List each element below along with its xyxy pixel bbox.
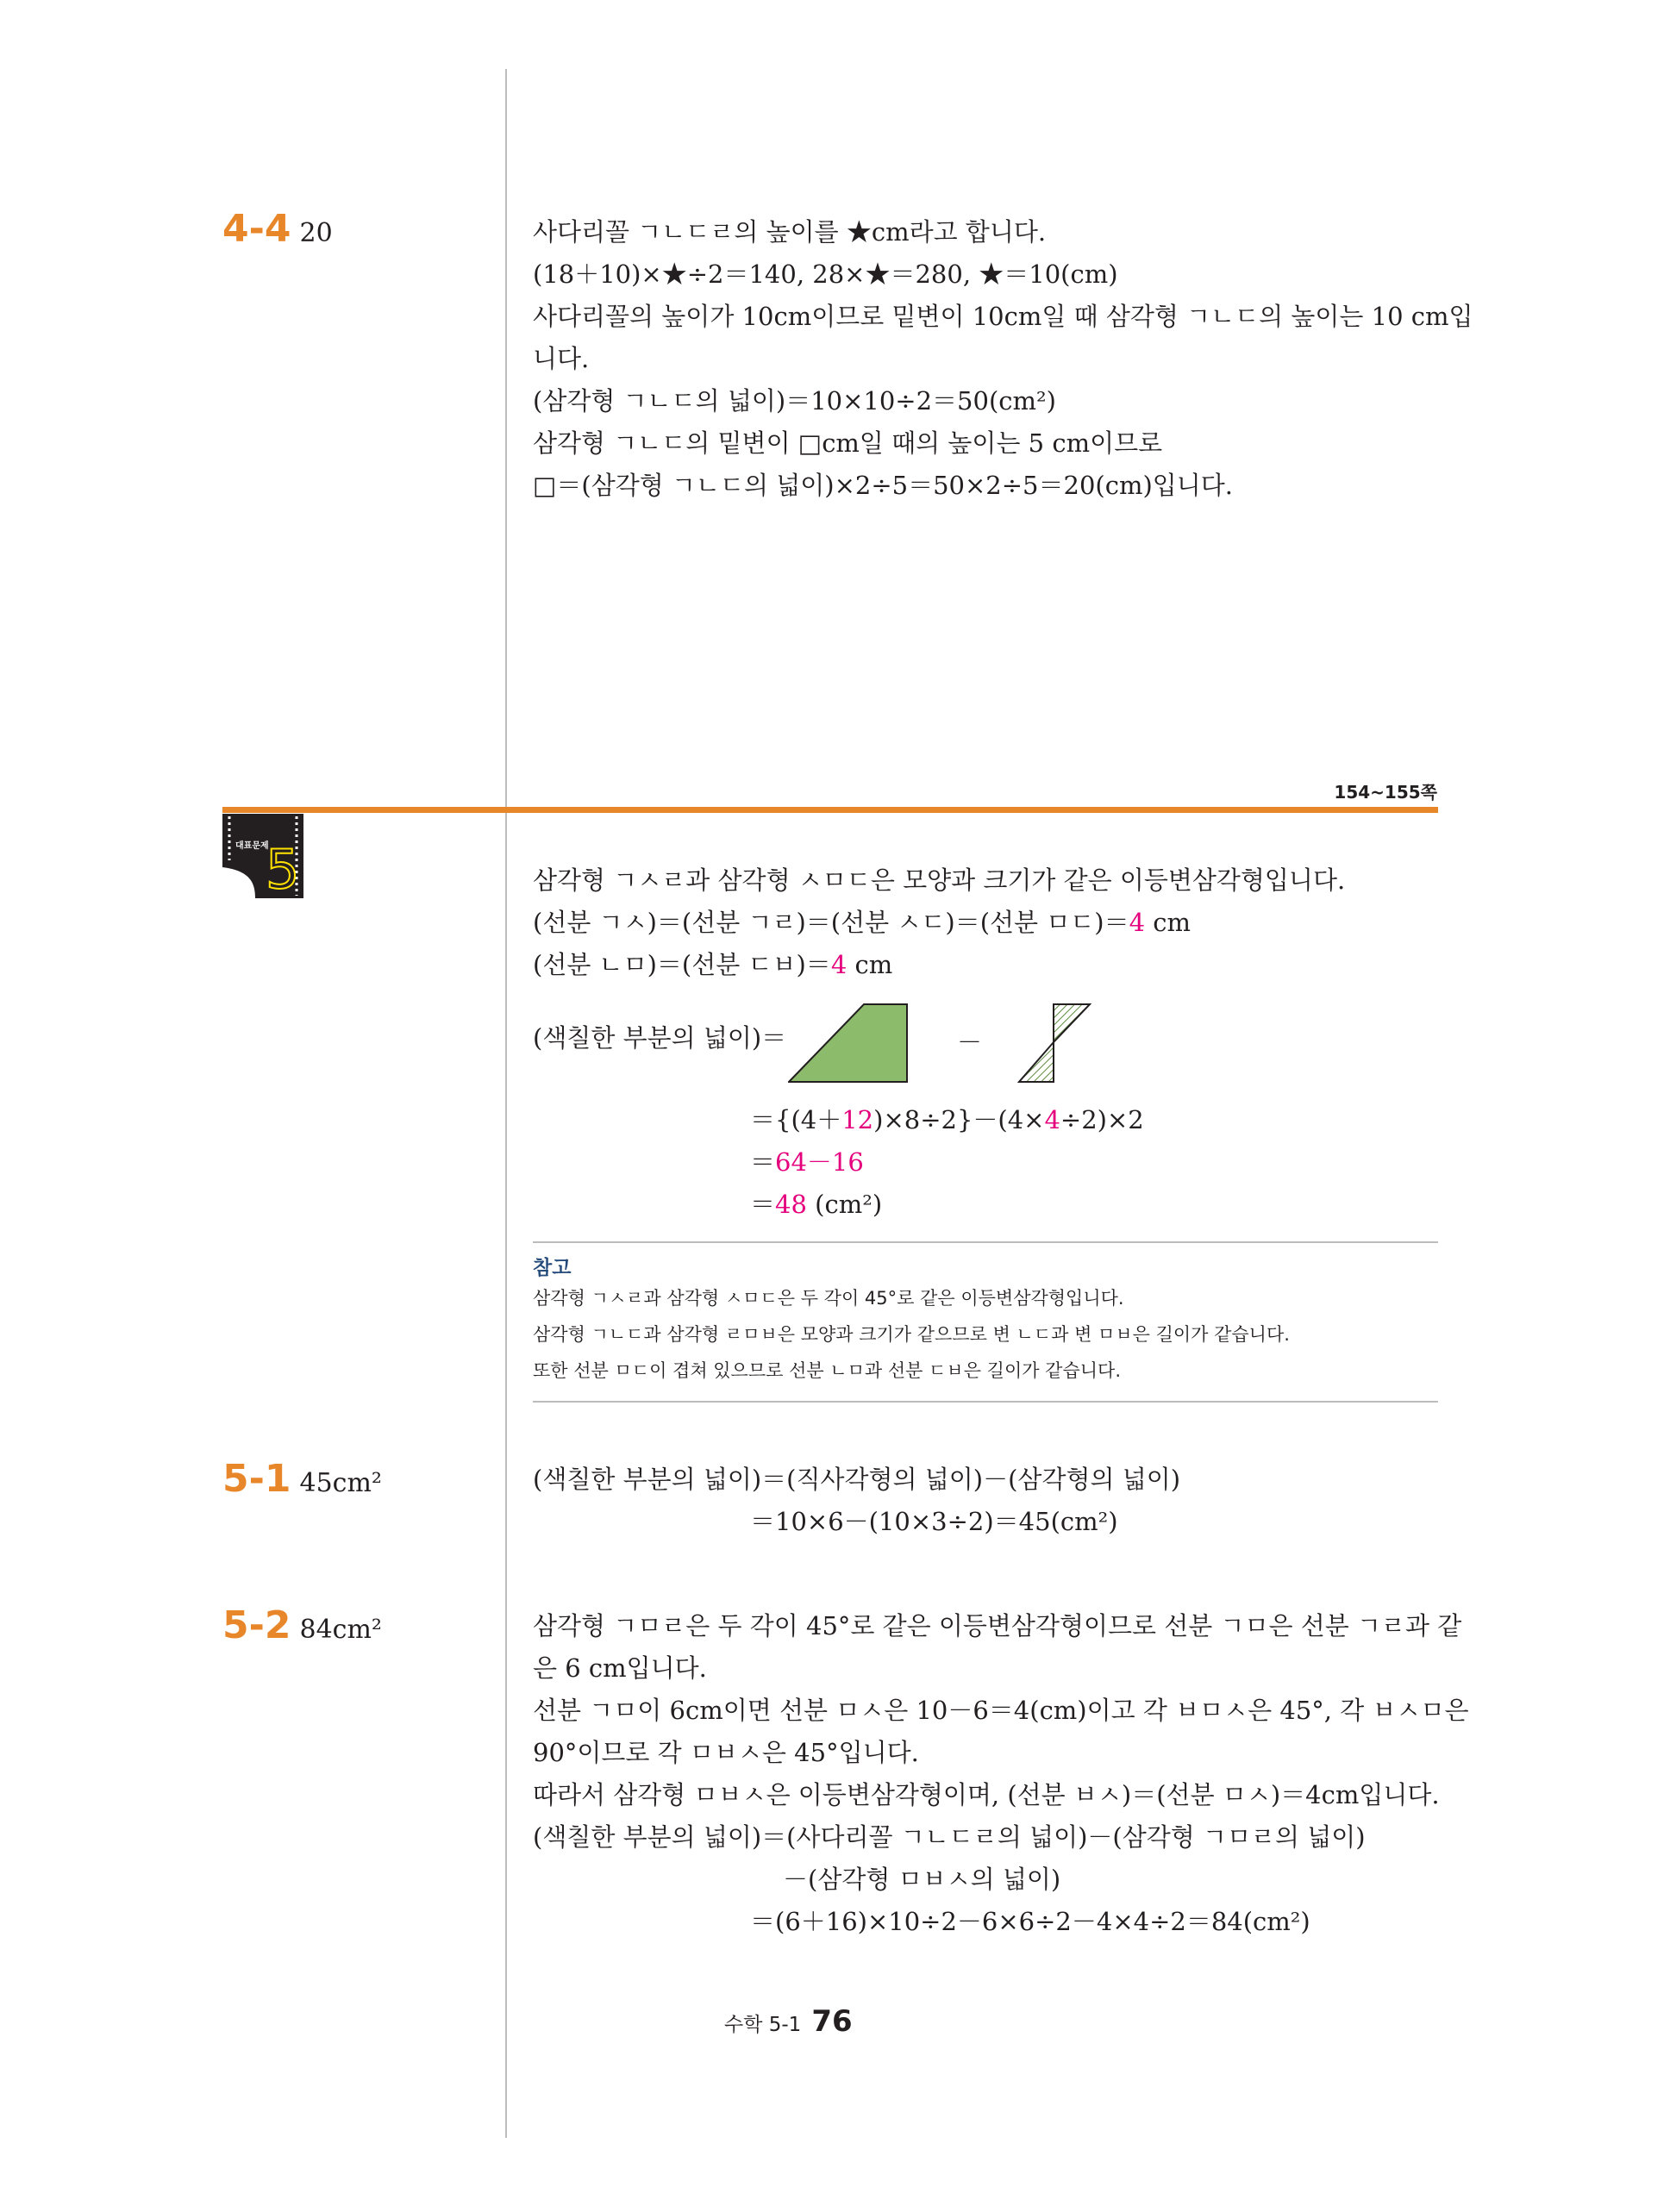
note-bottom-rule	[533, 1401, 1438, 1403]
solution-4-4	[533, 211, 1473, 507]
answer-value: 84cm²	[299, 1615, 382, 1645]
center-divider	[505, 69, 507, 2138]
text-segment: ＝	[750, 1190, 776, 1219]
badge-number: 5	[266, 838, 300, 898]
hatched-triangles-figure	[1017, 1003, 1091, 1084]
answer-label-5-1	[222, 1457, 382, 1501]
note-title: 참고	[533, 1257, 572, 1279]
highlight-value: 4	[830, 950, 848, 979]
problem-number: 5-1	[222, 1457, 291, 1501]
note-line: 삼각형 ㄱㄴㄷ과 삼각형 ㄹㅁㅂ은 모양과 크기가 같으므로 변 ㄴㄷ과 변 ㅁㅂ은 길이가 같습니다.	[533, 1324, 1290, 1345]
highlight-value: 64－16	[775, 1147, 864, 1177]
calc-line	[750, 1099, 1440, 1141]
solution-line	[533, 902, 1438, 944]
page-range: 154~155쪽	[1334, 782, 1437, 803]
solution-line	[533, 944, 1438, 986]
solution-line: 삼각형 ㄱㄴㄷ의 밑변이 □cm일 때의 높이는 5 cm이므로	[533, 428, 1163, 458]
solution-5	[533, 859, 1438, 986]
calculation-5	[750, 1099, 1440, 1226]
text-segment: cm	[847, 950, 893, 979]
trapezoid-figure	[788, 1003, 909, 1084]
solution-line: (색칠한 부분의 넓이)＝(직사각형의 넓이)－(삼각형의 넓이)	[533, 1465, 1181, 1494]
solution-line: 사다리꼴 ㄱㄴㄷㄹ의 높이를 ★cm라고 합니다.	[533, 217, 1047, 247]
solution-line: 삼각형 ㄱㅁㄹ은 두 각이 45°로 같은 이등변삼각형이므로 선분 ㄱㅁ은 선분 ㄱㄹ과 같	[533, 1611, 1462, 1640]
reference-note-box	[533, 1241, 1438, 1403]
solution-line: (삼각형 ㄱㄴㄷ의 넓이)＝10×10÷2＝50(cm²)	[533, 386, 1056, 416]
badge-shape	[222, 814, 303, 898]
area-label: (색칠한 부분의 넓이)＝	[533, 1023, 787, 1053]
solution-line: －(삼각형 ㅁㅂㅅ의 넓이)	[783, 1865, 1061, 1894]
page-number: 76	[811, 2004, 853, 2039]
solution-line: 삼각형 ㄱㅅㄹ과 삼각형 ㅅㅁㄷ은 모양과 크기가 같은 이등변삼각형입니다.	[533, 865, 1346, 895]
representative-problem-badge	[222, 814, 303, 898]
note-top-rule	[533, 1241, 1438, 1243]
solution-line: 은 6 cm입니다.	[533, 1653, 707, 1683]
answer-value: 20	[299, 218, 333, 248]
solution-line: (색칠한 부분의 넓이)＝(사다리꼴 ㄱㄴㄷㄹ의 넓이)－(삼각형 ㄱㅁㄹ의 넓이)	[533, 1822, 1366, 1852]
highlight-value: 48	[775, 1190, 807, 1219]
solution-line: □＝(삼각형 ㄱㄴㄷ의 넓이)×2÷5＝50×2÷5＝20(cm)입니다.	[533, 471, 1234, 500]
solution-line: ＝(6＋16)×10÷2－6×6÷2－4×4÷2＝84(cm²)	[750, 1907, 1310, 1936]
solution-5-2	[533, 1605, 1469, 1943]
answer-label-4-4	[222, 207, 333, 251]
text-segment: )×8÷2}－(4×	[873, 1105, 1045, 1134]
solution-line: 니다.	[533, 344, 590, 373]
section-divider	[222, 807, 1438, 813]
problem-number: 5-2	[222, 1603, 291, 1647]
answer-label-5-2	[222, 1603, 382, 1647]
answer-value: 45cm²	[299, 1468, 382, 1498]
solution-line: (18＋10)×★÷2＝140, 28×★＝280, ★＝10(cm)	[533, 259, 1118, 289]
text-segment: (cm²)	[806, 1190, 883, 1219]
text-segment: (선분 ㄱㅅ)＝(선분 ㄱㄹ)＝(선분 ㅅㄷ)＝(선분 ㅁㄷ)＝	[533, 908, 1129, 937]
calc-line	[750, 1184, 1440, 1226]
solution-line: 따라서 삼각형 ㅁㅂㅅ은 이등변삼각형이며, (선분 ㅂㅅ)＝(선분 ㅁㅅ)＝4cm입니다.	[533, 1780, 1440, 1809]
operator: －	[957, 1028, 983, 1057]
highlight-value: 12	[841, 1105, 874, 1134]
solution-line: 90°이므로 각 ㅁㅂㅅ은 45°입니다.	[533, 1738, 919, 1767]
problem-number: 4-4	[222, 207, 291, 251]
page-footer	[724, 2004, 853, 2039]
minus-sign	[957, 1022, 991, 1064]
note-line: 또한 선분 ㅁㄷ이 겹쳐 있으므로 선분 ㄴㅁ과 선분 ㄷㅂ은 길이가 같습니다.	[533, 1360, 1122, 1381]
note-line: 삼각형 ㄱㅅㄹ과 삼각형 ㅅㅁㄷ은 두 각이 45°로 같은 이등변삼각형입니다.	[533, 1288, 1124, 1309]
calc-line	[750, 1141, 1440, 1184]
footer-subject: 수학 5-1	[724, 2014, 802, 2036]
solution-line: ＝10×6－(10×3÷2)＝45(cm²)	[750, 1507, 1118, 1536]
text-segment: cm	[1145, 908, 1192, 937]
text-segment: (선분 ㄴㅁ)＝(선분 ㄷㅂ)＝	[533, 950, 831, 979]
text-segment: ÷2)×2	[1060, 1105, 1144, 1134]
text-segment: ＝{(4＋	[750, 1105, 842, 1134]
solution-5-1	[533, 1459, 1438, 1543]
text-segment: ＝	[750, 1147, 776, 1177]
solution-line: 선분 ㄱㅁ이 6cm이면 선분 ㅁㅅ은 10－6＝4(cm)이고 각 ㅂㅁㅅ은 45°, 각 ㅂㅅㅁ은	[533, 1696, 1469, 1725]
badge-caption: 대표문제	[235, 841, 269, 851]
highlight-value: 4	[1129, 908, 1146, 937]
highlight-value: 4	[1044, 1105, 1060, 1134]
solution-line: 사다리꼴의 높이가 10cm이므로 밑변이 10cm일 때 삼각형 ㄱㄴㄷ의 높이는 10 cm입	[533, 302, 1473, 331]
